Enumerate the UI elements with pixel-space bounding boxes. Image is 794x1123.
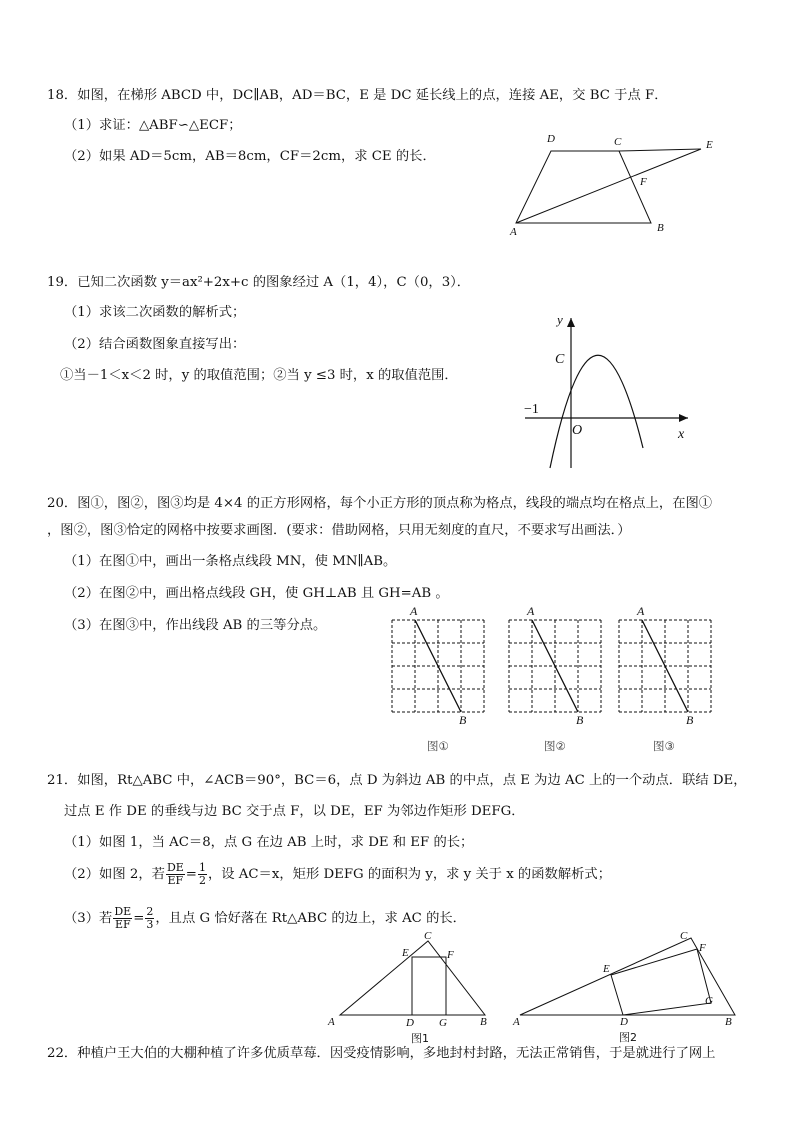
- q19-label-x: x: [678, 427, 685, 442]
- q20-grid3-label-b: B: [686, 713, 694, 727]
- q21-fig1-label-g: G: [439, 1017, 447, 1029]
- q18-label-d: D: [547, 133, 555, 145]
- segment-ce: [619, 149, 701, 151]
- q18-label-a: A: [510, 226, 517, 238]
- q18-trapezoid-figure: [505, 135, 725, 235]
- q20-grid-1: [392, 619, 486, 713]
- q20-grid-3: [619, 619, 713, 713]
- q21-part3-suffix: ，且点 G 恰好落在 Rt△ABC 的边上，求 AC 的长．: [155, 911, 466, 926]
- q20-grid2-caption: 图②: [544, 739, 566, 753]
- q19-label-o: O: [572, 423, 583, 438]
- q19-part1: （1）求该二次函数的解析式；: [64, 305, 246, 320]
- ratio-de-ef: [113, 906, 132, 931]
- rectangle-defg: [611, 949, 711, 1015]
- q18-label-f: F: [640, 176, 647, 188]
- parabola-curve: [550, 355, 643, 468]
- q20-grid3-label-a: A: [637, 604, 645, 618]
- q19-parabola-graph: [520, 308, 700, 473]
- rectangle-defg: [412, 957, 446, 1015]
- q21-stem-line1: 21．如图，Rt△ABC 中，∠ACB＝90°，BC＝6，点 D 为斜边 AB 的中点，点 E 为边 AC 上的一个动点．联结 DE，: [47, 773, 747, 788]
- q21-fig1-label-b: B: [480, 1016, 487, 1028]
- q18-part2: （2）如果 AD＝5cm，AB＝8cm，CF＝2cm，求 CE 的长．: [64, 149, 436, 164]
- q20-part3: （3）在图③中，作出线段 AB 的三等分点。: [64, 618, 327, 633]
- q21-part3-prefix: （3）若: [64, 911, 113, 926]
- q21-fig1-label-f: F: [447, 949, 454, 961]
- equals-sign: =: [185, 867, 197, 882]
- fraction-numerator: 1: [198, 861, 206, 874]
- q21-part2-prefix: （2）如图 2，若: [64, 867, 165, 882]
- ratio-denominator: EF: [114, 918, 131, 931]
- q21-figure-1: [330, 935, 495, 1025]
- trapezoid-abcd: [516, 151, 651, 223]
- q20-grid1-caption: 图①: [427, 739, 449, 753]
- q21-fig1-label-c: C: [424, 930, 432, 942]
- q19-part2: （2）结合函数图象直接写出：: [64, 337, 246, 352]
- q21-fig2-label-f: F: [699, 942, 706, 954]
- q21-fig1-label-d: D: [406, 1017, 414, 1029]
- q20-stem-line1: 20．图①，图②，图③均是 4×4 的正方形网格，每个小正方形的顶点称为格点，线段的端点均在格点上，在图①: [47, 496, 713, 511]
- q21-fig2-caption: 图2: [619, 1031, 637, 1044]
- q20-part1: （1）在图①中，画出一条格点线段 MN，使 MN∥AB。: [64, 554, 397, 569]
- q20-grid2-label-a: A: [527, 604, 535, 618]
- q21-part1: （1）如图 1，当 AC＝8，点 G 在边 AB 上时，求 DE 和 EF 的长；: [64, 835, 474, 850]
- q18-label-e: E: [706, 139, 713, 151]
- q20-grid3-caption: 图③: [653, 739, 675, 753]
- q18-label-b: B: [657, 222, 664, 234]
- q20-grid2-label-b: B: [576, 713, 584, 727]
- q20-grid1-label-b: B: [459, 713, 467, 727]
- q19-stem: 19．已知二次函数 y＝ax²+2x+c 的图象经过 A（1，4），C（0，3）．: [47, 275, 471, 290]
- q20-stem-line2: ，图②，图③恰定的网格中按要求画图．(要求：借助网格，只用无刻度的直尺，不要求写出画法．）: [47, 523, 631, 538]
- fraction-denominator: 2: [198, 874, 206, 887]
- q21-fig2-label-c: C: [680, 930, 688, 942]
- q21-fig2-label-e: E: [603, 963, 610, 975]
- fraction-numerator: 2: [146, 905, 154, 918]
- q21-fig2-label-a: A: [513, 1016, 520, 1028]
- segment-ae: [516, 149, 701, 223]
- q21-fig1-label-a: A: [328, 1016, 335, 1028]
- q21-fig1-label-e: E: [402, 947, 409, 959]
- equals-sign: =: [133, 911, 145, 926]
- q21-part2: [64, 860, 611, 890]
- q19-part3: ①当－1＜x＜2 时，y 的取值范围；②当 y ≤3 时，x 的取值范围．: [60, 368, 458, 383]
- ratio-de-ef: [166, 862, 185, 887]
- ratio-numerator: DE: [114, 905, 132, 918]
- q21-fig1-caption: 图1: [411, 1032, 429, 1045]
- q21-stem-line2: 过点 E 作 DE 的垂线与边 BC 交于点 F，以 DE，EF 为邻边作矩形 DEFG．: [64, 804, 525, 819]
- q18-label-c: C: [614, 136, 622, 148]
- q21-fig2-label-d: D: [620, 1016, 628, 1028]
- fraction-denominator: 3: [146, 918, 154, 931]
- fraction-two-thirds: [145, 906, 154, 931]
- q21-fig2-label-b: B: [725, 1016, 732, 1028]
- q21-part2-suffix: ，设 AC＝x，矩形 DEFG 的面积为 y，求 y 关于 x 的函数解析式；: [207, 867, 612, 882]
- q18-part1: （1）求证：△ABF∽△ECF；: [64, 118, 242, 133]
- q19-label-c: C: [555, 352, 565, 367]
- y-axis-arrow: [567, 318, 575, 327]
- x-axis-arrow: [679, 414, 688, 422]
- fraction-one-half: [198, 862, 207, 887]
- ratio-denominator: EF: [167, 874, 184, 887]
- q21-fig2-label-g: G: [705, 995, 713, 1007]
- q19-label-minus1: −1: [524, 402, 539, 417]
- q21-part3: [64, 904, 466, 934]
- q19-label-y: y: [557, 312, 563, 327]
- q20-part2: （2）在图②中，画出格点线段 GH，使 GH⊥AB 且 GH=AB 。: [64, 586, 449, 601]
- q20-grid1-label-a: A: [410, 604, 418, 618]
- q20-grid-2: [509, 619, 603, 713]
- ratio-numerator: DE: [166, 861, 184, 874]
- q22-stem: 22．种植户王大伯的大棚种植了许多优质草莓．因受疫情影响，多地封村封路，无法正常销售，于是就进行了网上: [47, 1046, 716, 1061]
- q18-stem: 18．如图，在梯形 ABCD 中，DC∥AB，AD＝BC，E 是 DC 延长线上的点，连接 AE，交 BC 于点 F．: [47, 88, 668, 103]
- q21-figure-2: [515, 925, 750, 1025]
